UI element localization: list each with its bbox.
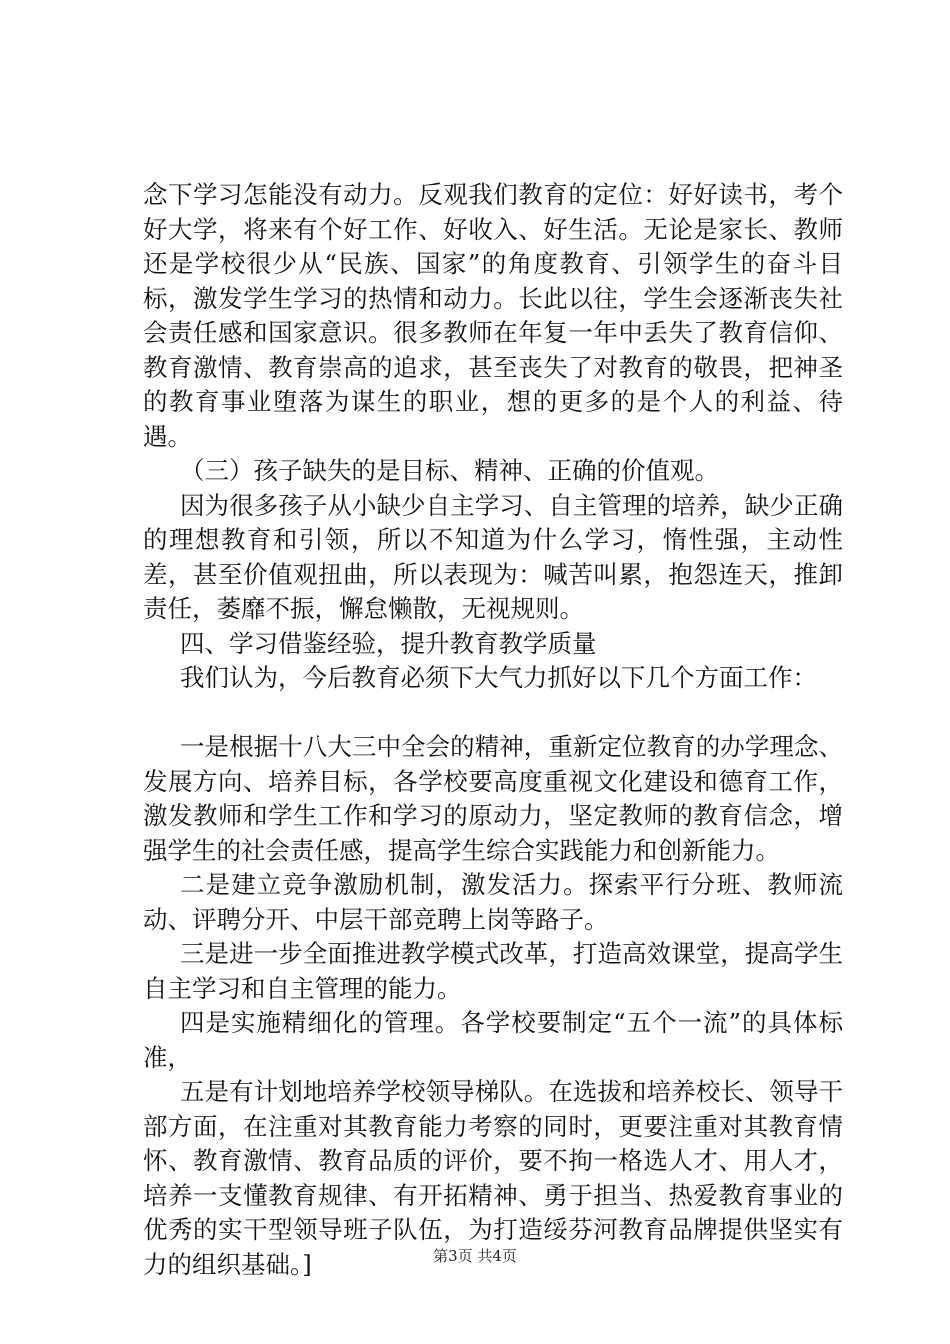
- document-body: [143, 178, 843, 1282]
- paragraph-intro-work: 我们认为，今后教育必须下大气力抓好以下几个方面工作：: [180, 663, 817, 692]
- paragraph-item-two: 二是建立竞争激励机制，激发活力。探索平行分班、教师流动、评聘分开、中层干部竞聘上岗等路子。: [143, 870, 843, 934]
- blank-line: [143, 696, 843, 731]
- paragraph-children-issues: 因为很多孩子从小缺少自主学习、自主管理的培养，缺少正确的理想教育和引领，所以不知道为什么学习，惰性强，主动性差，甚至价值观扭曲，所以表现为：喊苦叫累，抱怨连天，推卸责任，萎靡不振，懈怠懒散，无视规则。: [143, 490, 843, 623]
- paragraph-item-four: 四是实施精细化的管理。各学校要制定“五个一流”的具体标准，: [143, 1008, 843, 1072]
- paragraph-item-three: 三是进一步全面推进教学模式改革，打造高效课堂，提高学生自主学习和自主管理的能力。: [143, 939, 843, 1003]
- page-footer: 第3页 共4页: [433, 1247, 517, 1265]
- section-heading-four: 四、学习借鉴经验，提升教育教学质量: [180, 628, 597, 658]
- section-heading-three: （三）孩子缺失的是目标、精神、正确的价值观。: [180, 456, 719, 485]
- paragraph-continuation: 念下学习怎能没有动力。反观我们教育的定位：好好读书，考个好大学，将来有个好工作、好收入、好生活。无论是家长、教师还是学校很少从“民族、国家”的角度教育、引领学生的奋斗目标，激发学生学习的热情和动力。长此以往，学生会逐渐丧失社会责任感和国家意识。很多教师在年复一年中丢失了教育信仰、教育激情、教育崇高的追求，甚至丧失了对教育的敬畏，把神圣的教育事业堕落为谋生的职业，想的更多的是个人的利益、待遇。: [143, 180, 843, 451]
- paragraph-item-one: 一是根据十八大三中全会的精神，重新定位教育的办学理念、发展方向、培养目标，各学校要高度重视文化建设和德育工作，激发教师和学生工作和学习的原动力，坚定教师的教育信念，增强学生的社会责任感，提高学生综合实践能力和创新能力。: [143, 732, 843, 865]
- paragraph-item-five: 五是有计划地培养学校领导梯队。在选拔和培养校长、领导干部方面，在注重对其教育能力考察的同时，更要注重对其教育情怀、教育激情、教育品质的评价，要不拘一格选人才、用人才，培养一支懂教育规律、有开拓精神、勇于担当、热爱教育事业的优秀的实干型领导班子队伍，为打造绥芬河教育品牌提供坚实有力的组织基础。]: [143, 1077, 843, 1279]
